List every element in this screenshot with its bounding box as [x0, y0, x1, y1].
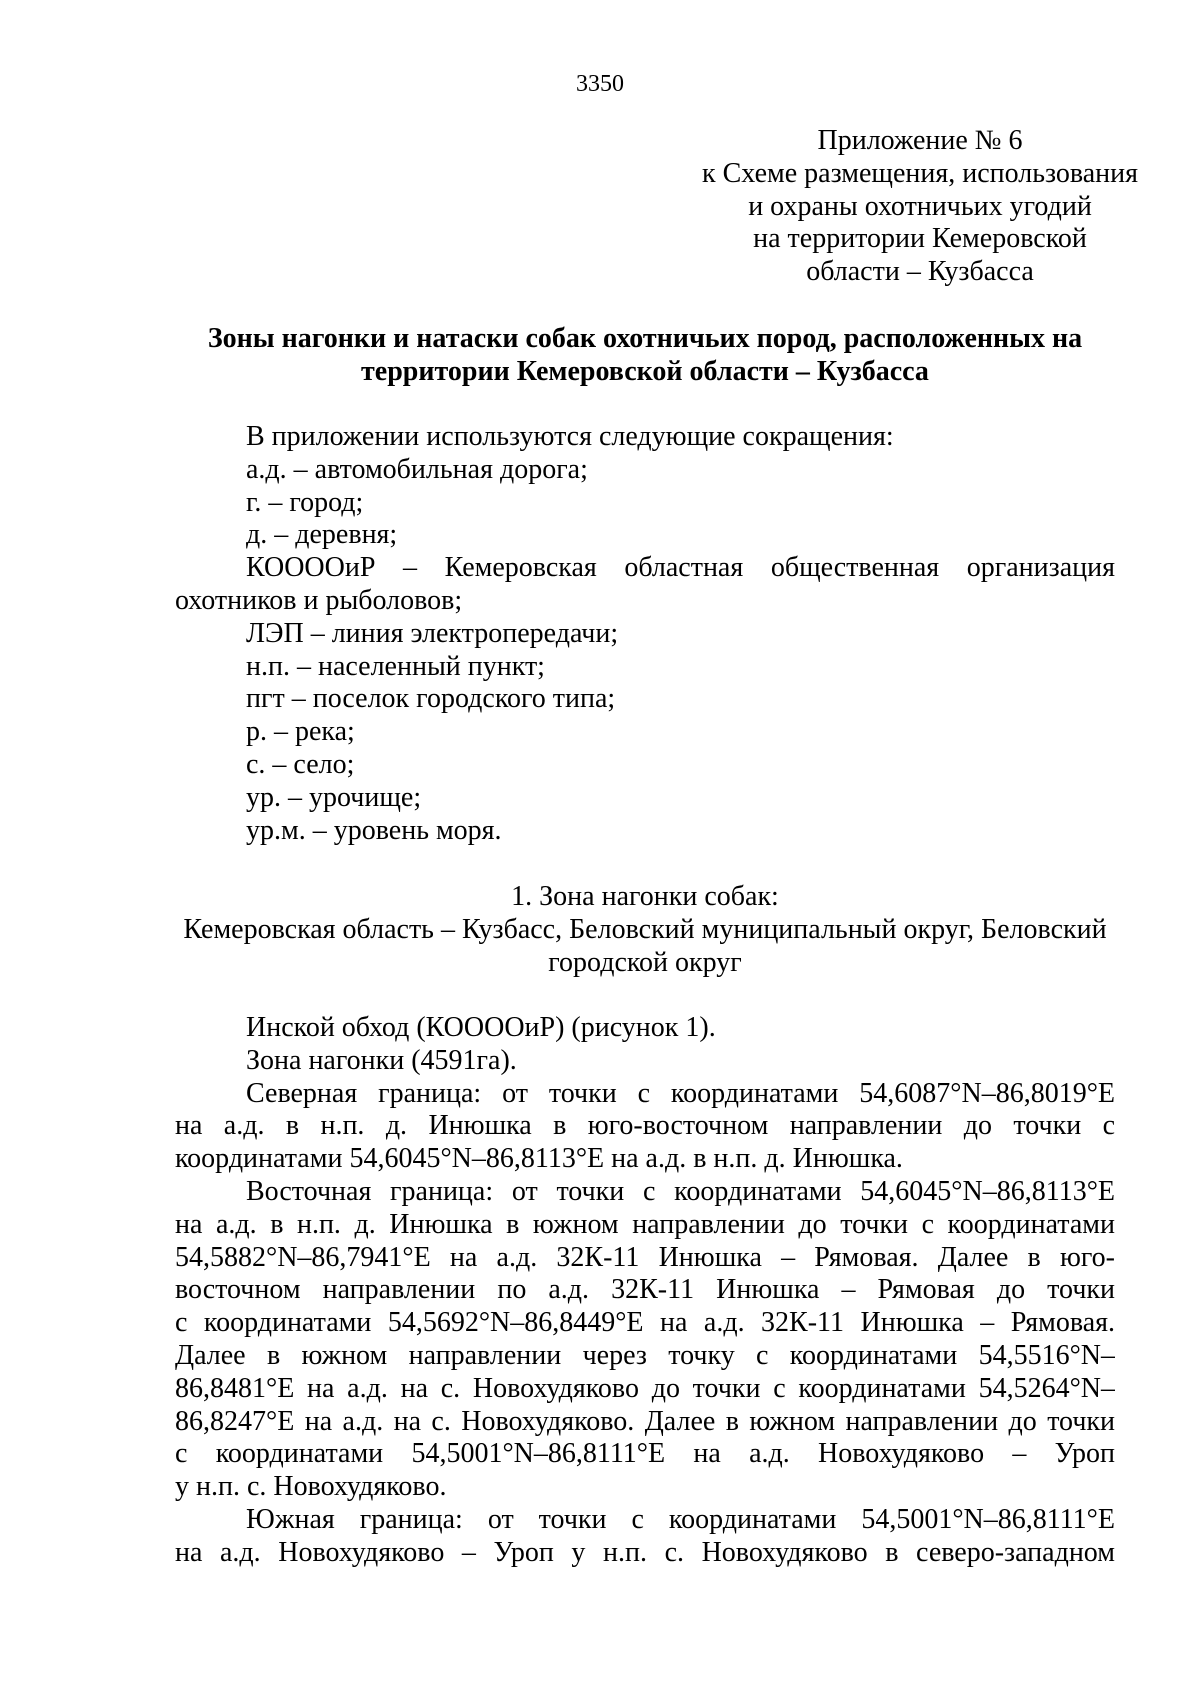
east-border-line: 86,8481°E на а.д. на с. Новохудяково до точки с координатами 54,5264°N– [175, 1372, 1115, 1404]
east-border-line: 86,8247°E на а.д. на с. Новохудяково. Далее в южном направлении до точки [175, 1405, 1115, 1437]
appendix-line: области – Кузбасса [806, 256, 1034, 288]
appendix-line: и охраны охотничьих угодий [748, 190, 1092, 222]
abbreviation-item-continued: охотников и рыболовов; [175, 584, 463, 616]
appendix-line: Приложение № 6 [817, 125, 1023, 156]
abbreviation-item: г. – город; [246, 486, 364, 518]
abbreviation-item: ур.м. – уровень моря. [246, 814, 502, 846]
east-border-line: у н.п. с. Новохудяково. [175, 1471, 447, 1503]
section-heading-line: городской округ [548, 946, 742, 978]
abbreviations-list [175, 421, 1115, 847]
south-border-line: на а.д. Новохудяково – Уроп у н.п. с. Новохудяково в северо-западном [175, 1536, 1115, 1568]
east-border-line: Далее в южном направлении через точку с координатами 54,5516°N– [175, 1339, 1115, 1371]
zone-area: Зона нагонки (4591га). [246, 1044, 517, 1076]
north-border-line: координатами 54,6045°N–86,8113°E на а.д. в н.п. д. Инюшка. [175, 1143, 903, 1175]
section-heading-line: Кемеровская область – Кузбасс, Беловский муниципальный округ, Беловский [183, 913, 1107, 945]
east-border-line: Восточная граница: от точки с координатами 54,6045°N–86,8113°E [246, 1175, 1115, 1207]
east-border-line: с координатами 54,5692°N–86,8449°E на а.д. 32К-11 Инюшка – Рямовая. [175, 1307, 1115, 1339]
appendix-header [660, 125, 1180, 289]
abbreviation-item: с. – село; [246, 748, 355, 780]
east-border-line: восточном направлении по а.д. 32К-11 Инюшка – Рямовая до точки [175, 1274, 1115, 1306]
page-number: 3350 [576, 71, 624, 97]
abbreviation-item: пгт – поселок городского типа; [246, 683, 616, 715]
zone-name: Инской обход (КООООиР) (рисунок 1). [246, 1012, 716, 1043]
section-heading [175, 881, 1115, 979]
appendix-line: на территории Кемеровской [753, 223, 1087, 255]
south-border-line: Южная граница: от точки с координатами 54,5001°N–86,8111°E [246, 1503, 1115, 1535]
appendix-line: к Схеме размещения, использования [701, 157, 1139, 189]
abbreviation-item: КООООиР – Кемеровская областная общественная организация [246, 552, 1115, 584]
title-line: Зоны нагонки и натаски собак охотничьих пород, расположенных на [207, 323, 1083, 354]
abbreviation-item: н.п. – населенный пункт; [246, 650, 545, 682]
abbreviation-item: ур. – урочище; [246, 781, 422, 813]
north-border-line: на а.д. в н.п. д. Инюшка в юго-восточном направлении до точки с [175, 1110, 1115, 1142]
abbreviation-item: а.д. – автомобильная дорога; [246, 453, 588, 485]
east-border-line: 54,5882°N–86,7941°E на а.д. 32К-11 Инюшка – Рямовая. Далее в юго- [175, 1241, 1115, 1273]
section-heading-line: 1. Зона нагонки собак: [511, 881, 779, 912]
section-body [175, 1012, 1115, 1570]
abbreviation-item: р. – река; [246, 716, 355, 748]
north-border-line: Северная граница: от точки с координатами 54,6087°N–86,8019°E [246, 1077, 1115, 1109]
east-border-line: с координатами 54,5001°N–86,8111°E на а.д. Новохудяково – Уроп [175, 1438, 1115, 1470]
east-border-line: на а.д. в н.п. д. Инюшка в южном направлении до точки с координатами [175, 1208, 1115, 1240]
abbreviation-item: д. – деревня; [246, 519, 398, 551]
abbreviation-item: ЛЭП – линия электропередачи; [246, 617, 619, 649]
document-title [175, 323, 1115, 389]
abbreviations-intro: В приложении используются следующие сокращения: [246, 421, 894, 452]
title-line: территории Кемеровской области – Кузбасса [361, 355, 929, 387]
